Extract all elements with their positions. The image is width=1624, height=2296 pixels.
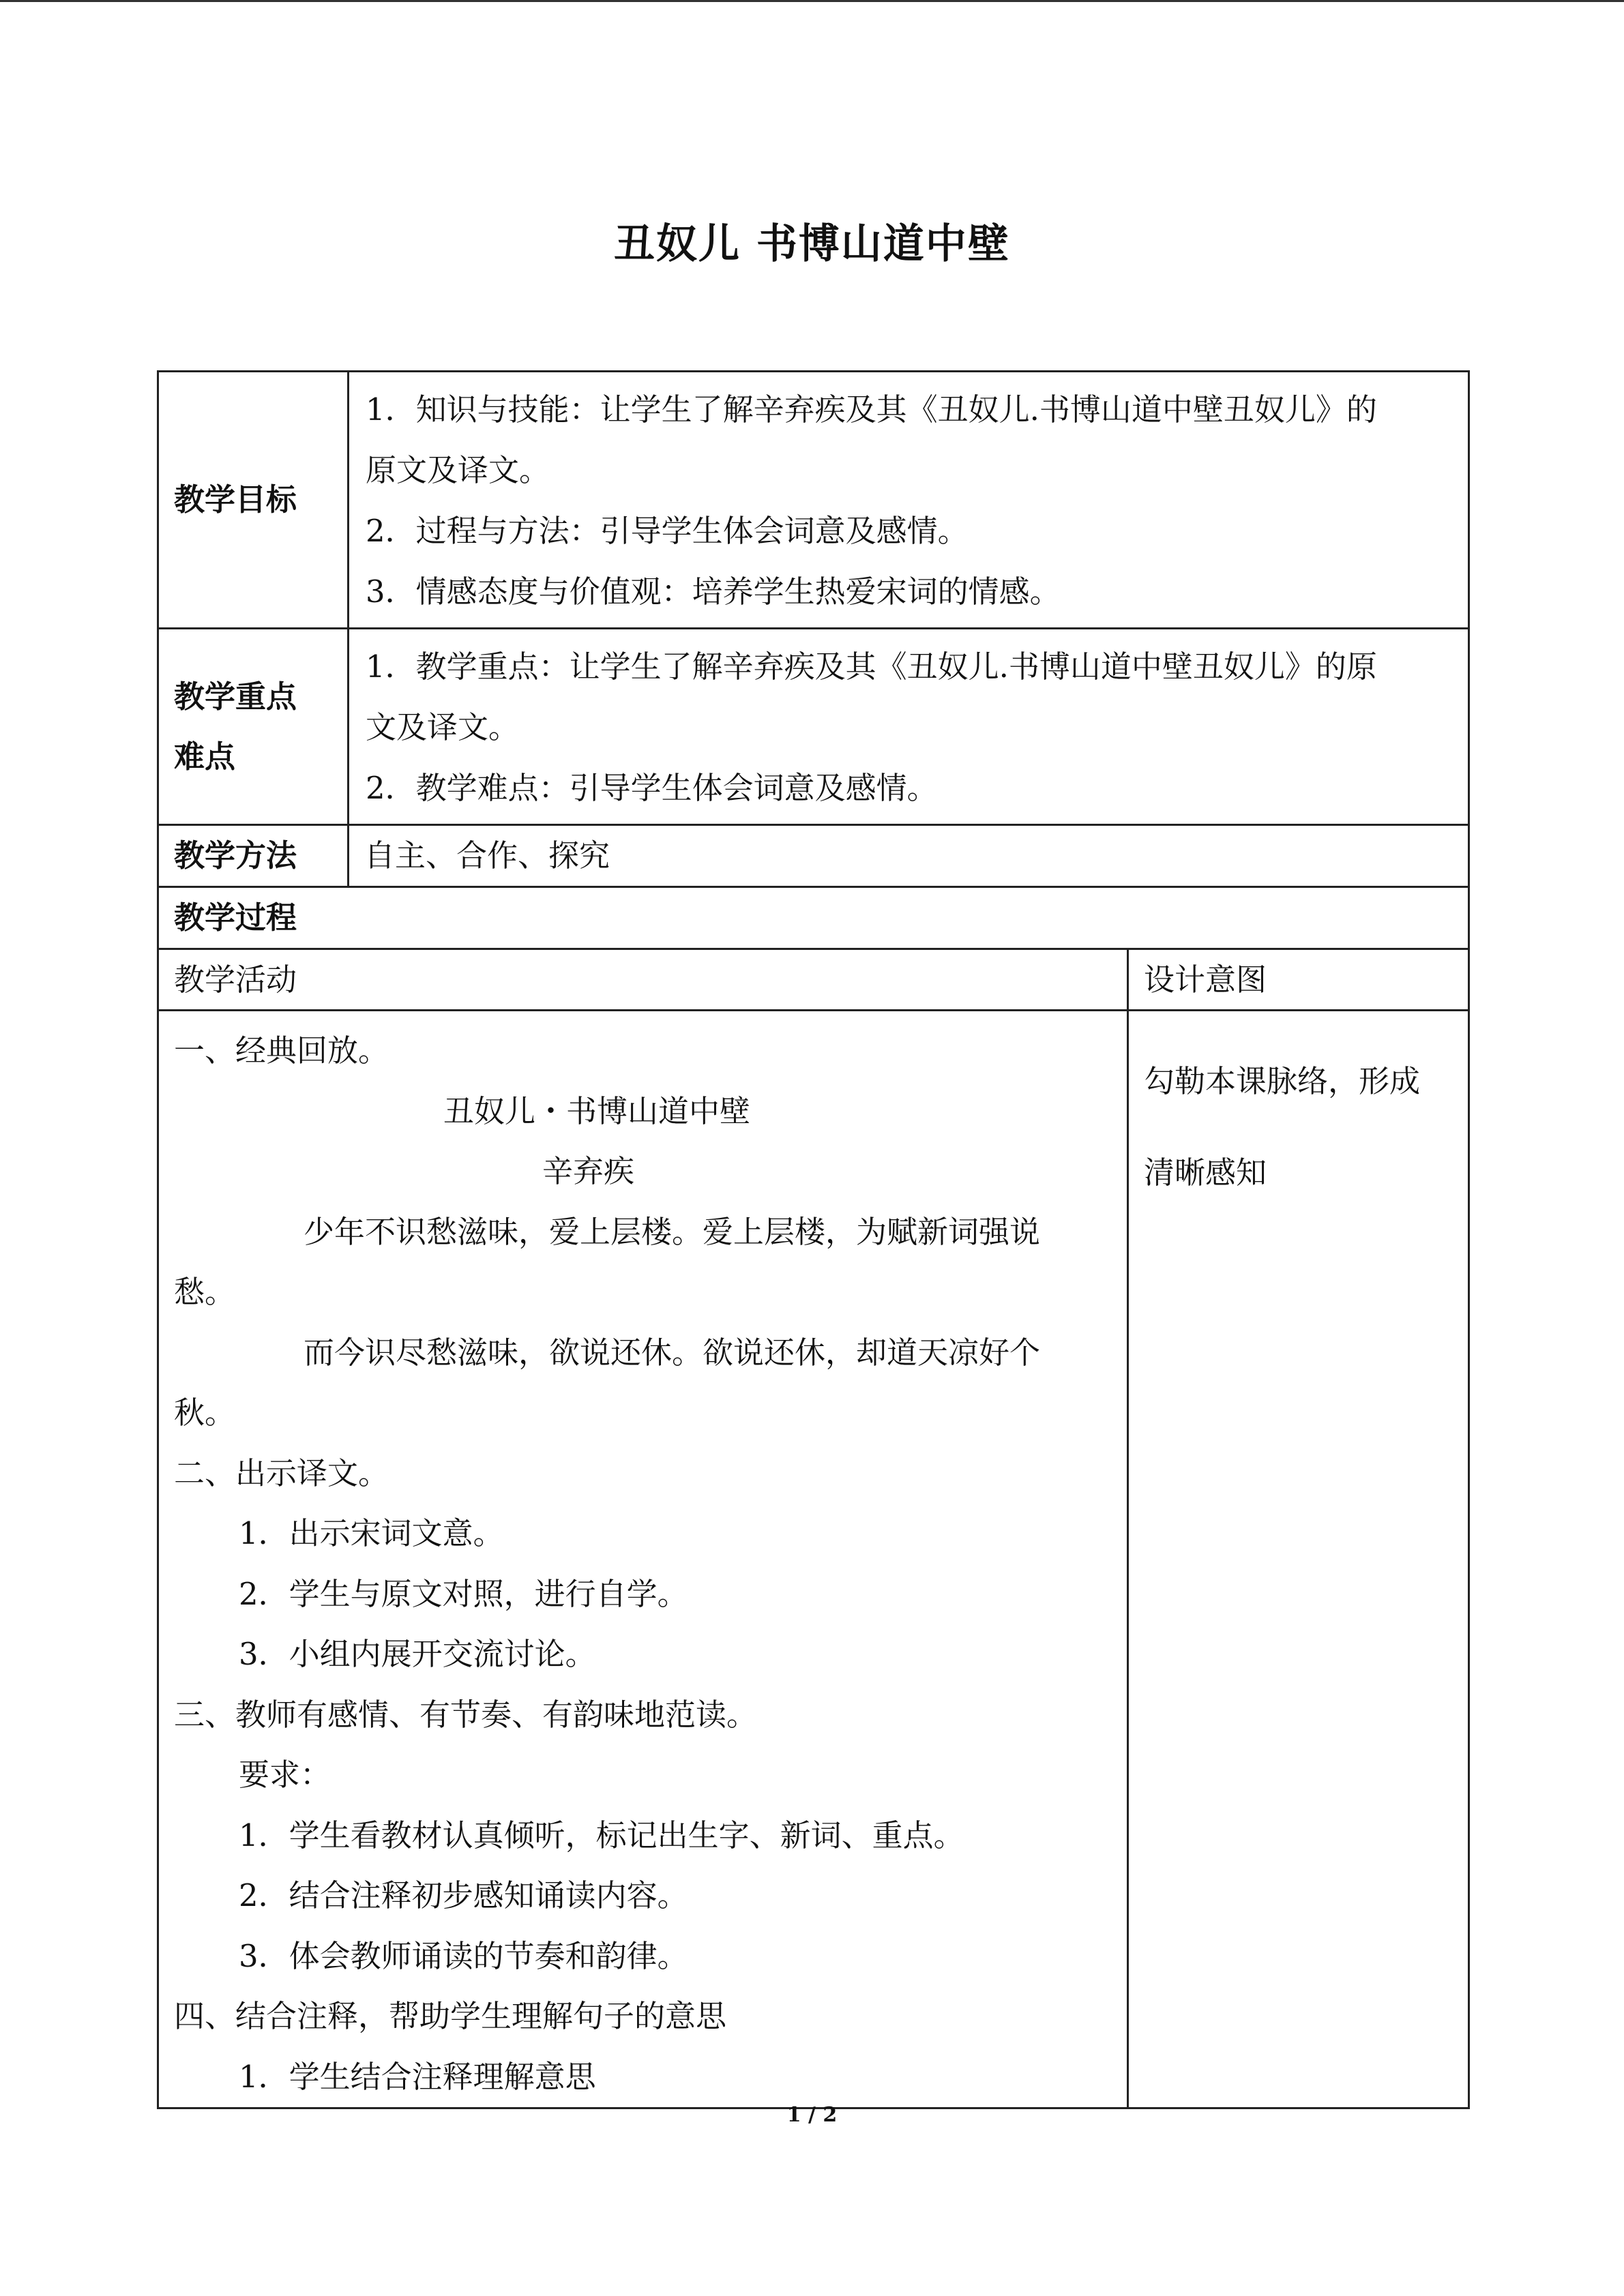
activity-content: [158, 1011, 1128, 2108]
activity-row: [158, 1011, 1469, 2108]
goals-line: 原文及译文。: [366, 452, 550, 488]
process-label: 教学过程: [158, 887, 1469, 949]
poem-line: 秋。: [174, 1395, 236, 1431]
intent-content: [1128, 1011, 1469, 2108]
column-header-row: [158, 949, 1469, 1011]
list-item: 1．学生结合注释理解意思: [239, 2058, 596, 2095]
requirement-label: 要求：: [239, 1757, 331, 1793]
key-points-label-line: 教学重点: [174, 678, 297, 715]
lesson-plan-table: [157, 370, 1470, 2109]
list-item: 1．出示宋词文意。: [239, 1515, 504, 1551]
intent-header: 设计意图: [1128, 949, 1469, 1011]
goals-content: [349, 372, 1469, 629]
methods-label: 教学方法: [158, 825, 349, 887]
process-row: [158, 887, 1469, 949]
methods-value: 自主、合作、探究: [349, 825, 1469, 887]
poem-line: 少年不识愁滋味，爱上层楼。爱上层楼，为赋新词强说: [304, 1213, 1041, 1250]
page-title: 丑奴儿 书博山道中壁: [614, 220, 1010, 268]
key-points-content: [349, 629, 1469, 825]
goals-line: 2．过程与方法：引导学生体会词意及感情。: [366, 513, 969, 549]
key-points-row: [158, 629, 1469, 825]
key-points-line: 2．教学难点：引导学生体会词意及感情。: [366, 770, 938, 806]
list-item: 2．结合注释初步感知诵读内容。: [239, 1877, 688, 1913]
poem-line: 愁。: [174, 1274, 236, 1310]
list-item: 2．学生与原文对照，进行自学。: [239, 1575, 688, 1612]
key-points-line: 1．教学重点：让学生了解辛弃疾及其《丑奴儿.书博山道中壁丑奴儿》的原: [366, 648, 1377, 685]
poem-line: 而今识尽愁滋味，欲说还休。欲说还休，却道天凉好个: [304, 1334, 1041, 1371]
section-heading: 四、结合注释，帮助学生理解句子的意思: [174, 1998, 727, 2034]
list-item: 3．小组内展开交流讨论。: [239, 1636, 596, 1672]
goals-line: 3．情感态度与价值观：培养学生热爱宋词的情感。: [366, 573, 1061, 610]
methods-row: [158, 825, 1469, 887]
key-points-label: [158, 629, 349, 825]
list-item: 1．学生看教材认真倾听，标记出生字、新词、重点。: [239, 1817, 964, 1853]
key-points-label-line: 难点: [174, 738, 236, 775]
goals-label: 教学目标: [158, 372, 349, 629]
goals-line: 1．知识与技能：让学生了解辛弃疾及其《丑奴儿.书博山道中壁丑奴儿》的: [366, 391, 1377, 428]
page-top-border: [0, 0, 1624, 2]
intent-line: 清晰感知: [1144, 1154, 1267, 1191]
page-number: 1 / 2: [786, 2103, 838, 2127]
intent-line: 勾勒本课脉络，形成: [1144, 1063, 1421, 1099]
section-heading: 一、经典回放。: [174, 1032, 389, 1069]
key-points-line: 文及译文。: [366, 709, 520, 745]
section-heading: 二、出示译文。: [174, 1455, 389, 1491]
activity-header: 教学活动: [158, 949, 1128, 1011]
section-heading: 三、教师有感情、有节奏、有韵味地范读。: [174, 1696, 758, 1733]
list-item: 3．体会教师诵读的节奏和韵律。: [239, 1937, 688, 1974]
goals-row: [158, 372, 1469, 629]
poem-author: 辛弃疾: [542, 1153, 635, 1189]
poem-title: 丑奴儿・书博山道中壁: [443, 1092, 751, 1129]
